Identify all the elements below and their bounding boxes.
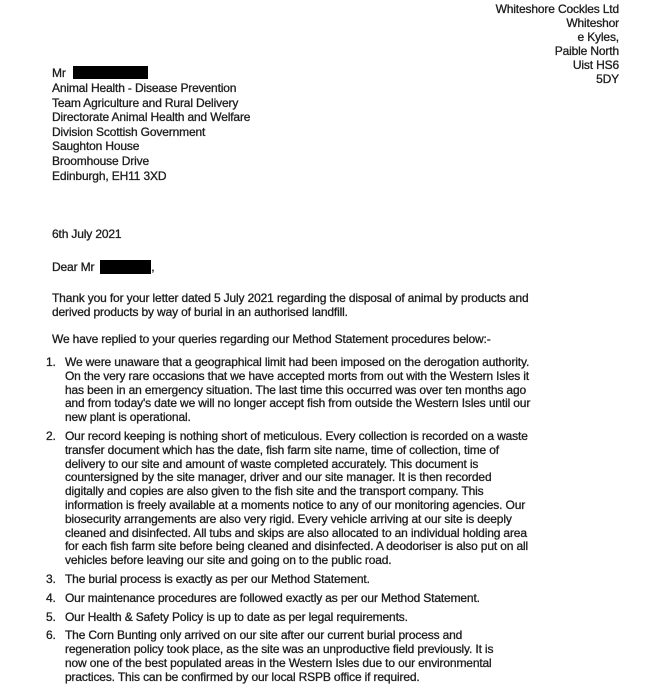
- text-line: now one of the best populated areas in the Western Isles due to our environmental: [65, 655, 492, 670]
- text-line: delivery to our site and amount of waste completed accurately. This document is: [65, 456, 479, 471]
- text-line: 5DY: [596, 71, 619, 86]
- recipient-address-lines: [52, 81, 250, 183]
- text-line: The Corn Bunting only arrived on our site after our current burial process and: [65, 628, 463, 643]
- text-line: Directorate Animal Health and Welfare: [52, 110, 251, 125]
- text-line: Edinburgh, EH11 3XD: [52, 168, 167, 183]
- text-line: biosecurity arrangements are also very rigid. Every vehicle arriving at our site is deeply: [65, 511, 512, 526]
- text-line: Saughton House: [52, 139, 140, 154]
- list-item-2: [46, 430, 621, 568]
- list-item-text: [65, 629, 621, 684]
- text-line: Broomhouse Drive: [52, 153, 149, 168]
- redacted-salutation-bar: [100, 260, 151, 274]
- text-line: Our Health & Safety Policy is up to date as per legal requirements.: [65, 609, 408, 624]
- text-line: Our maintenance procedures are followed exactly as per our Method Statement.: [65, 590, 480, 605]
- text-line: information is freely available at a moments notice to any of our monitoring agencies. Our: [65, 497, 526, 512]
- list-item-4: [46, 592, 621, 606]
- text-line: regeneration policy took place, as the site was an unproductive field previously. It is: [65, 642, 494, 657]
- list-item-number: 3.: [46, 571, 56, 586]
- text-line: Animal Health - Disease Prevention: [52, 81, 237, 95]
- list-item-text: [65, 573, 621, 587]
- redacted-name-bar: [73, 66, 148, 79]
- list-item-text: [65, 611, 621, 625]
- list-item-3: [46, 573, 621, 587]
- replies-intro-paragraph: [52, 333, 491, 347]
- salutation: [52, 260, 154, 274]
- list-item-number: 4.: [46, 590, 56, 605]
- list-item-6: [46, 629, 621, 684]
- text-line: Division Scottish Government: [52, 124, 206, 139]
- text-line: The burial process is exactly as per our Method Statement.: [65, 571, 370, 586]
- text-line: Team Agriculture and Rural Delivery: [52, 95, 239, 110]
- text-line: countersigned by the site manager, driver and our site manager. It is then recorded: [65, 470, 492, 485]
- text-line: On the very rare occasions that we have accepted morts from out with the Western Isles it: [65, 368, 529, 383]
- numbered-list: [46, 356, 621, 687]
- text-line: Whiteshore Cockles Ltd: [495, 2, 619, 16]
- text-line: digitally and copies are also given to the fish site and the transport company. This: [65, 484, 484, 499]
- recipient-name-prefix: Mr: [52, 66, 66, 80]
- list-item-text: [65, 356, 621, 425]
- text-line: practices. This can be confirmed by our local RSPB office if required.: [65, 669, 420, 684]
- list-item-number: 6.: [46, 628, 56, 643]
- list-item-number: 1.: [46, 355, 56, 369]
- salutation-prefix: Dear Mr: [52, 260, 95, 274]
- list-item-1: [46, 356, 621, 425]
- recipient-name-row: [52, 66, 250, 81]
- text-line: vehicles before leaving our site and going on to the public road.: [65, 553, 392, 568]
- text-line: derived products by way of burial in an authorised landfill.: [52, 304, 348, 319]
- text-line: We have replied to your queries regarding our Method Statement procedures below:-: [52, 332, 491, 346]
- text-line: We were unaware that a geographical limit had been imposed on the derogation authority.: [65, 355, 530, 369]
- text-line: has been in an emergency situation. The last time this occurred was over ten months ago: [65, 382, 526, 397]
- letter-date: 6th July 2021: [52, 227, 122, 241]
- sender-address: [496, 3, 619, 86]
- list-item-number: 2.: [46, 428, 56, 443]
- text-line: for each fish farm site before being cleaned and disinfected. A deodoriser is also put on all: [65, 539, 529, 554]
- salutation-suffix: ,: [151, 260, 155, 274]
- text-line: Thank you for your letter dated 5 July 2021 regarding the disposal of animal by products and: [52, 291, 529, 305]
- text-line: Our record keeping is nothing short of meticulous. Every collection is recorded on a waste: [65, 428, 528, 443]
- text-line: cleaned and disinfected. All tubs and skips are also allocated to an individual holding area: [65, 525, 527, 540]
- list-item-text: [65, 592, 621, 606]
- text-line: and from today's date we will no longer accept fish from outside the Western Isles until our: [65, 396, 531, 411]
- list-item-5: [46, 611, 621, 625]
- text-line: e Kyles,: [577, 29, 619, 44]
- text-line: new plant is operational.: [65, 410, 191, 425]
- text-line: transfer document which has the date, fish farm site name, time of collection, time of: [65, 442, 499, 457]
- text-line: Whiteshor: [566, 15, 619, 30]
- text-line: Paible North: [554, 43, 619, 58]
- text-line: Uist HS6: [572, 57, 619, 72]
- recipient-address: [52, 66, 250, 183]
- list-item-text: [65, 430, 621, 568]
- list-item-number: 5.: [46, 609, 56, 624]
- intro-paragraph: [52, 292, 529, 320]
